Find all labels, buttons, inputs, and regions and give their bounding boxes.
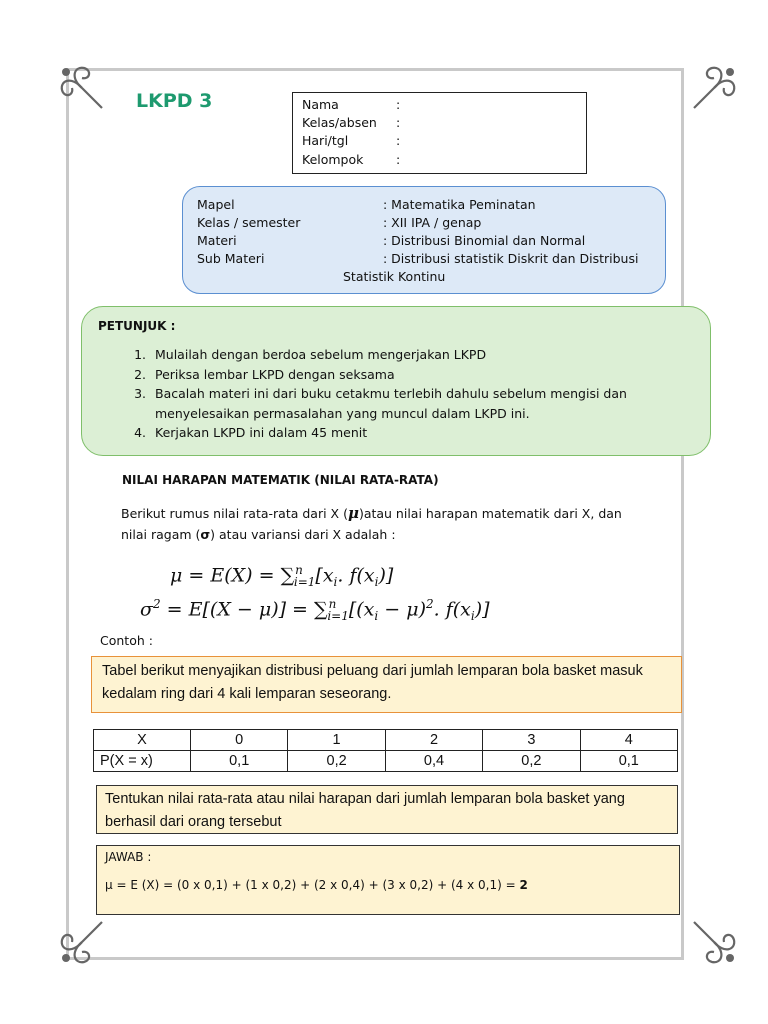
- table-cell: 0,4: [385, 751, 482, 772]
- intro-text: nilai ragam (: [121, 527, 201, 542]
- section-title: NILAI HARAPAN MATEMATIK (NILAI RATA-RATA): [122, 473, 439, 487]
- page-title: LKPD 3: [136, 90, 213, 112]
- subject-continuation: Statistik Kontinu: [343, 269, 446, 284]
- identity-sep: :: [396, 115, 401, 131]
- table-cell: 2: [385, 730, 482, 751]
- ornament-bottom-left: [52, 912, 112, 972]
- instructions-box: [81, 306, 711, 456]
- table-cell: 0: [191, 730, 288, 751]
- formula-sub: i=1: [327, 609, 349, 624]
- answer-expression: μ = E (X) = (0 x 0,1) + (1 x 0,2) + (2 x 0,4) + (3 x 0,2) + (4 x 0,1) =: [105, 878, 520, 892]
- formula-sub: i=1: [293, 575, 316, 590]
- instruction-item: 4. Kerjakan LKPD ini dalam 45 menit: [150, 423, 710, 443]
- subject-row: [197, 197, 665, 215]
- identity-label: Nama: [302, 97, 339, 112]
- example-label: Contoh :: [100, 633, 153, 648]
- subject-value: : Distribusi statistik Diskrit dan Distribusi: [383, 251, 639, 266]
- subject-label: Sub Materi: [197, 251, 265, 266]
- table-cell: 3: [483, 730, 580, 751]
- ornament-top-left: [52, 58, 112, 118]
- identity-row: [302, 97, 577, 115]
- flourish-icon: [52, 58, 112, 118]
- identity-sep: :: [396, 97, 401, 112]
- formula-part: = E[(X − μ)] = ∑: [160, 598, 328, 621]
- subject-label: Kelas / semester: [197, 215, 301, 230]
- formula-sup: n: [295, 563, 303, 577]
- subject-value: : Distribusi Binomial dan Normal: [383, 233, 586, 248]
- formula-part: [x: [315, 564, 334, 587]
- table-row: [94, 730, 678, 751]
- subject-info-box: [182, 186, 666, 294]
- table-cell: 0,2: [288, 751, 385, 772]
- flourish-icon: [684, 912, 744, 972]
- instruction-item: 3. Bacalah materi ini dari buku cetakmu terlebih dahulu sebelum mengisi dan menyelesaikan permasalahan yang muncul dalam LKPD ini.: [150, 384, 710, 423]
- subject-label: Materi: [197, 233, 237, 248]
- sigma-symbol: σ: [200, 527, 211, 542]
- identity-label: Hari/tgl: [302, 133, 349, 149]
- variance-formula: $\sigma^2 = E[(X - \mu)] = \sum^n_{i=1}[(x_i - \mu)^2$. $f(x_i)$]: [140, 597, 490, 624]
- formula-sup: n: [328, 597, 337, 611]
- identity-row: [302, 152, 577, 170]
- table-cell: 0,2: [483, 751, 580, 772]
- table-cell: 0,1: [580, 751, 677, 772]
- ornament-top-right: [684, 58, 744, 118]
- formula-part: σ: [140, 598, 153, 621]
- subject-row: [197, 269, 665, 287]
- identity-label: Kelas/absen: [302, 115, 377, 131]
- formula-part: μ = E(X) = ∑: [170, 564, 295, 587]
- table-cell: 4: [580, 730, 677, 751]
- table-cell: 0,1: [191, 751, 288, 772]
- table-row: [94, 751, 678, 772]
- distribution-table: [93, 729, 678, 772]
- identity-box: [292, 92, 587, 174]
- subject-label: Mapel: [197, 197, 235, 212]
- section-intro: [121, 503, 641, 545]
- answer-box: [96, 845, 680, 915]
- identity-sep: :: [396, 133, 401, 149]
- intro-text: Berikut rumus nilai rata-rata dari X (: [121, 506, 348, 521]
- identity-row: [302, 133, 577, 151]
- answer-line: [105, 878, 671, 892]
- subject-value: : Matematika Peminatan: [383, 197, 536, 212]
- answer-result: 2: [519, 878, 528, 892]
- intro-text: )atau nilai harapan matematik dari X, dan: [358, 506, 622, 521]
- identity-sep: :: [396, 151, 401, 167]
- flourish-icon: [684, 58, 744, 118]
- mean-formula: $\mu = E(X) = \sum^n_{i=1}[x_i$. $f(x_i)$]: [170, 563, 394, 590]
- answer-label: JAWAB :: [105, 850, 152, 864]
- example-problem-box: Tabel berikut menyajikan distribusi peluang dari jumlah lemparan bola basket masuk kedalam ring dari 4 kali lemparan seseorang.: [91, 656, 682, 713]
- flourish-icon: [52, 912, 112, 972]
- identity-row: [302, 115, 577, 133]
- table-cell: P(X = x): [94, 751, 191, 772]
- instruction-item: 2. Periksa lembar LKPD dengan seksama: [150, 365, 710, 385]
- subject-row: [197, 251, 665, 269]
- subject-row: [197, 233, 665, 251]
- ornament-bottom-right: [684, 912, 744, 972]
- identity-label: Kelompok: [302, 151, 364, 167]
- intro-text: ) atau variansi dari X adalah :: [210, 527, 396, 542]
- table-cell: X: [94, 730, 191, 751]
- mu-symbol: μ: [347, 504, 359, 522]
- table-cell: 1: [288, 730, 385, 751]
- subject-value: : XII IPA / genap: [383, 215, 482, 230]
- subject-row: [197, 215, 665, 233]
- instructions-title: PETUNJUK :: [98, 319, 176, 333]
- instructions-list: [98, 345, 710, 443]
- task-box: Tentukan nilai rata-rata atau nilai harapan dari jumlah lemparan bola basket yang berhasil dari orang tersebut: [96, 785, 678, 834]
- instruction-item: 1. Mulailah dengan berdoa sebelum mengerjakan LKPD: [150, 345, 710, 365]
